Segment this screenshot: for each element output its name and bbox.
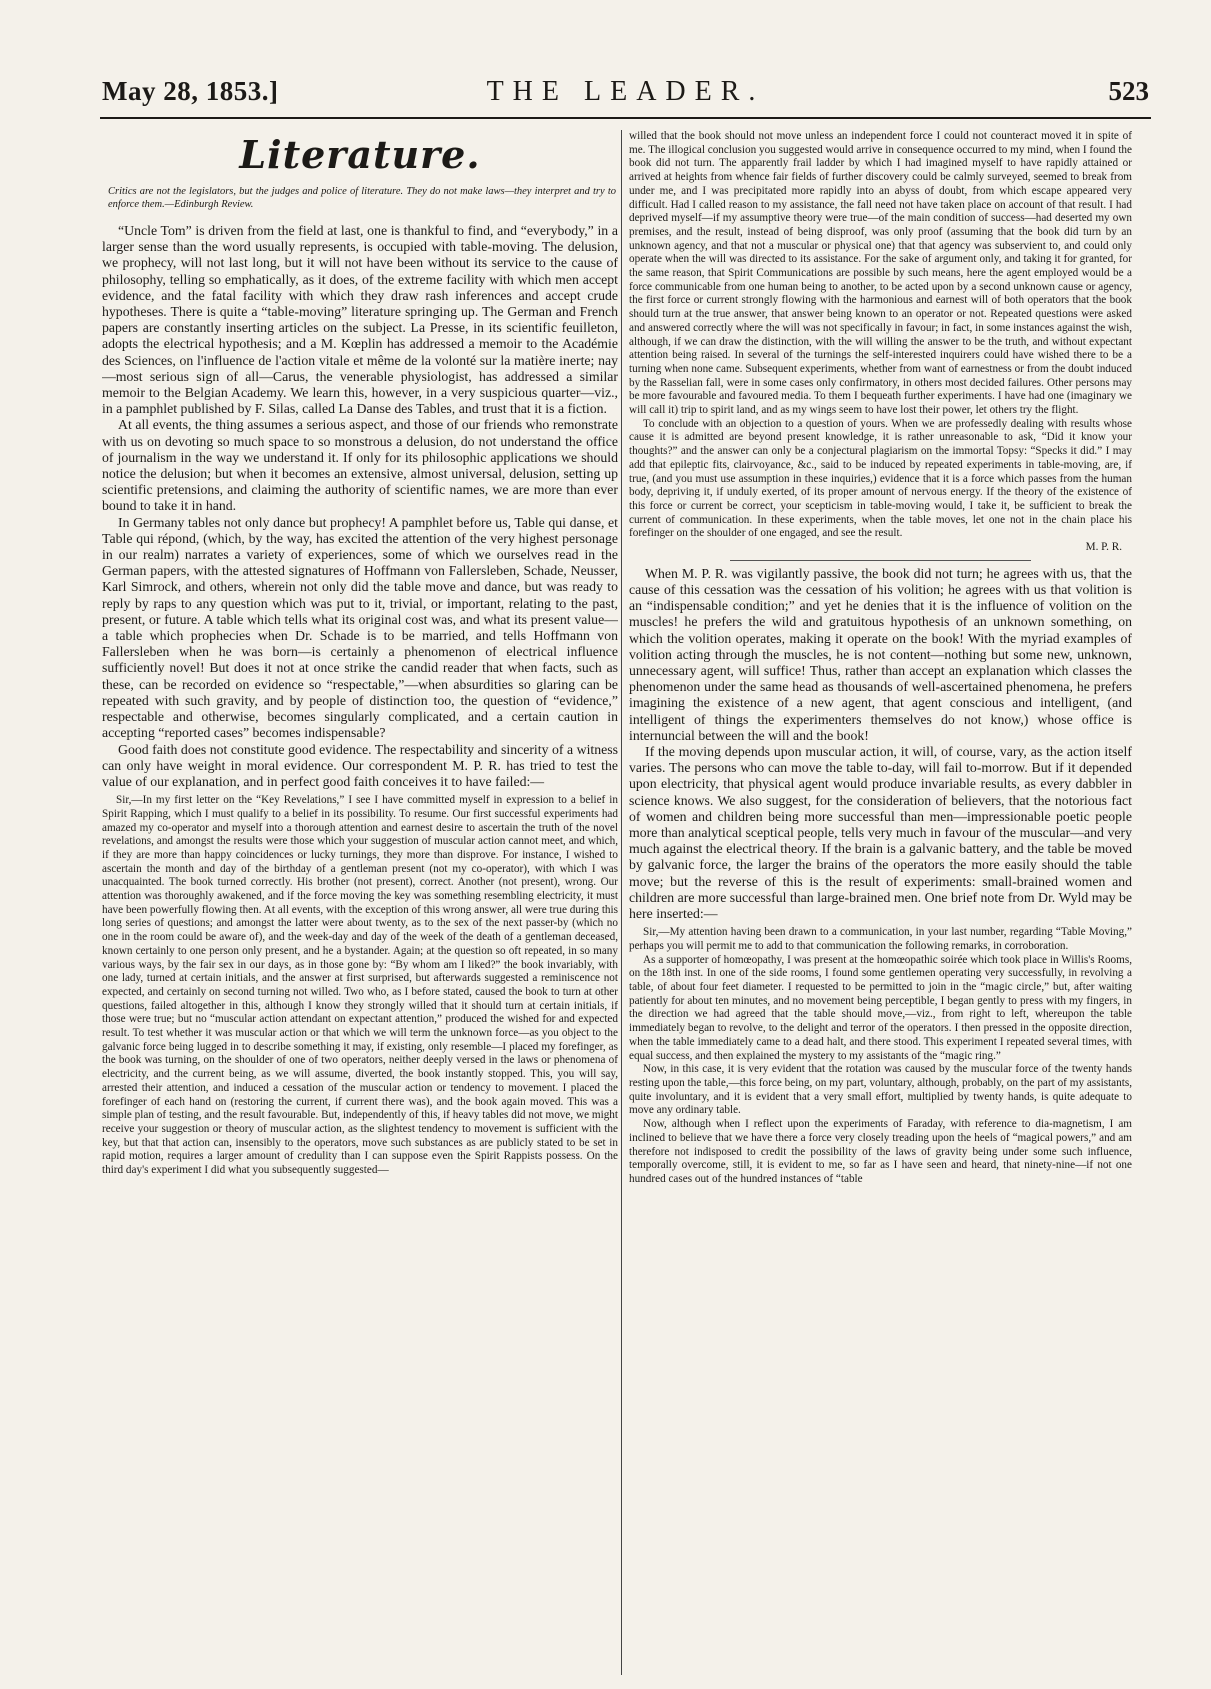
- left-column: [102, 130, 618, 1675]
- letter-paragraph: Sir,—My attention having been drawn to a communication, in your last number, regarding “Table Moving,” perhaps you will permit me to add to that communication the following remarks, in corroboration.: [629, 926, 1132, 952]
- separator: [730, 560, 1032, 561]
- letter-paragraph: To conclude with an objection to a question of yours. When we are professedly dealing with results whose cause it is admitted are beyond present knowledge, it is rather unreasonable to ask, “Did it know your thoughts?” and the answer can only be a conjectural plagiarism on the immortal Topsy: “Specks it did.” I may add that epileptic fits, clairvoyance, &c., said to be induced by repeated experiments in table-moving, are, if true, (and you must use assumption in these inquiries,) evidence that it is a force which passes from the human body, depriving it, if unduly exerted, of its proper amount of nervous energy. If the theory of the existence of this force or current be correct, your scepticism in table-moving would, I take it, be sufficient to break the current of communication. In these experiments, when the table moves, let one not in the chain place his forefinger on the shoulder of one engaged, and see the result.: [629, 417, 1132, 540]
- article-paragraph: “Uncle Tom” is driven from the field at last, one is thankful to find, and “everybody,” in a larger sense than the word usually represents, is occupied with table-moving. The delusion, we prophecy, will not last long, but it will not have been without its service to the cause of philosophy, telling so emphatically, as it does, of the extreme facility with which men accept evidence, and the fatal facility with which they draw rash inferences and accept crude hypotheses. There is quite a “table-moving” literature springing up. The German and French papers are constantly inserting articles on the subject. La Presse, in its scientific feuilleton, adopts the electrical hypothesis; and a M. Kœplin has addressed a memoir to the Académie des Sciences, on l'influence de l'action vitale et même de la volonté sur la matière inerte; nay—most serious sign of all—Carus, the venerable physiologist, has addressed a similar memoir to the Belgian Academy. We learn this, however, in a very suspicious quarter—viz., in a pamphlet published by F. Silas, called La Danse des Tables, and trust that it is a fiction.: [102, 223, 618, 417]
- letter-signature: M. P. R.: [1085, 541, 1122, 554]
- letter-paragraph: Now, in this case, it is very evident that the rotation was caused by the muscular force of the twenty hands resting upon the table,—this force being, on my part, voluntary, although, probably, on the part of my assistants, quite involuntary, and it is evident that a very small effort, multiplied by twenty hands, is quite adequate to move any ordinary table.: [629, 1063, 1132, 1117]
- article-paragraph: In Germany tables not only dance but prophecy! A pamphlet before us, Table qui danse, et Table qui répond, (which, by the way, has excited the attention of the very highest personage in our realm) narrates a variety of experiences, some of which we ourselves read in the German papers, with the attested signatures of Hoffmann von Fallersleben, Schade, Neusser, Karl Simrock, and others, wherein not only did the table move and dance, but was ready to reply by raps to any question which was put to it, trivial, or important, relating to the past, present, or future. A table which tells what its original cost was, and what its present value—a table which prophecies when Dr. Schade is to be married, and tells Hoffmann von Fallersleben when he was born—is certainly a phenomenon of electrical influence sufficiently novel! But does it not at once strike the candid reader that when facts, such as these, can be recorded on evidence so “respectable,”—when absurdities so glaring can be repeated with such gravity, and by people of distinction too, the question of “evidence,” respectable and otherwise, becomes singularly complicated, and a certain caution in accepting “reported cases” becomes indispensable?: [102, 514, 618, 741]
- header-rule: [100, 117, 1151, 119]
- publication-title: THE LEADER.: [486, 76, 765, 107]
- letter-paragraph: Sir,—In my first letter on the “Key Revelations,” I see I have committed myself in expression to a belief in Spirit Rapping, which I must qualify to a belief in its possibility. To resume. Our first successful experiments had amazed my co-operator and myself into a thorough attention and earnest desire to ascertain the truth of the novel revelations, and amongst the results were those which your suggestion of muscular action cannot meet, and which, if they are more than happy coincidences or lucky turnings, they more than disprove. For instance, I wished to ascertain the month and day of the birthday of a gentleman present (not my co-operator), with which I was unacquainted. The book turned correctly. His brother (not present), correct. Another (not present), wrong. Our attention was thoroughly awakened, and if the force moving the key was something resembling electricity, it must have been powerfully flowing then. At all events, with the exception of this wrong answer, all were true during this long series of questions; and amongst the latter were about twenty, as to the sex of the next passer-by (which no one in the room could be aware of), and the week-day and day of the week of the death of a gentleman deceased, known certainly to one person only present, and he a bystander. Again; at the question so oft repeated, in so many various ways, by the fair sex in our days, as in those gone by: “By whom am I liked?” the book invariably, with one lady, turned at certain initials, and the answer at first surprised, but afterwards suggested a reminiscence not expected, and certainly on second turning not willed. Two who, as I before stated, caused the book to turn at other questions, failed altogether in this, although I know they strongly willed that it should turn at certain initials, if those were true; but no “muscular action attendant on expectant attention,” produced the wished for and expected result. To test whether it was muscular action or that which we will term the unknown force—as you object to the galvanic force being lugged in to describe something it may, if existing, only resemble—I placed my forefinger, as the book was turning, on the shoulder of one of two operators, neither deeply versed in the laws or phenomena of electricity, and the current being, as we will assume, diverted, the book instantly stopped. This, you will say, arrested their attention, and induced a cessation of the muscular action or tendency to movement. I placed the forefinger of each hand on (restoring the current, if current there was), and the book again moved. This was a simple plan of testing, and the result favourable. But, independently of this, if heavy tables did not move, we might receive your suggestion or theory of muscular action, as the slightest tendency to movement is sufficient with the key, but that that action can, insensibly to the operators, move such substances as are publicly stated to be set in rapid motion, requires a larger amount of credulity than I can suppose even the Spirit Rappists possess. On the third day's experiment I did what you subsequently suggested—: [102, 794, 618, 1177]
- article-paragraph: Good faith does not constitute good evidence. The respectability and sincerity of a witness can only have weight in moral evidence. Our correspondent M. P. R. has tried to test the value of our explanation, and in perfect good faith conceives it to have failed:—: [102, 741, 618, 789]
- column-divider: [621, 130, 622, 1675]
- page-header: [102, 76, 1149, 112]
- issue-date: May 28, 1853.]: [102, 76, 279, 106]
- article-paragraph: When M. P. R. was vigilantly passive, the book did not turn; he agrees with us, that the cause of this cessation was the cessation of his volition; he agrees with us that volition is an “indispensable condition;” and yet he denies that it is the influence of volition on the muscles! he prefers the wild and gratuitous hypothesis of an unknown something, on which the volition operates, making it operate on the book! With the myriad examples of volition acting through the muscles, he is not content—nothing but some new, unknown, unnecessary agent, will suffice! Thus, rather than accept an explanation which classes the phenomenon under the same head as thousands of well-ascertained phenomena, he prefers imagining the existence of a new agent, that agent conscious and intelligent, (and intelligent of things the experimenters themselves do not know,) whose office is internuncial between the will and the book!: [629, 565, 1132, 743]
- letter-paragraph: Now, although when I reflect upon the experiments of Faraday, with reference to dia-magnetism, I am inclined to believe that we have there a force very closely treading upon the heels of “magical powers,” and am therefore not indisposed to credit the possibility of the laws of gravity being under some such influence, temporally overcome, still, it is evident to me, so far as I have seen and heard, that ninety-nine—if not one hundred cases out of the hundred instances of “table: [629, 1118, 1132, 1185]
- epigraph: Critics are not the legislators, but the judges and police of literature. They do not make laws—they interpret and try to enforce them.—Edinburgh Review.: [108, 186, 616, 210]
- letter-paragraph: As a supporter of homœopathy, I was present at the homœopathic soirée which took place in Willis's Rooms, on the 18th inst. In one of the side rooms, I found some gentlemen operating very successfully, in revolving a table, of about four feet diameter. I requested to be permitted to join in the “magic circle,” but, after waiting patiently for about ten minutes, and no movement being perceptible, I began gently to press with my fingers, in the direction we had agreed that the table should move,—viz., from right to left, whereupon the table immediately began to revolve, to the delight and terror of the operators. I then pressed in the opposite direction, when the table immediately came to a dead halt, and there stood. This experiment I repeated several times, with equal success, and then explained the mystery to my assistants of the “magic ring.”: [629, 953, 1132, 1062]
- page-number: 523: [1108, 76, 1149, 106]
- right-column: [629, 130, 1132, 1675]
- section-title: Literature.: [239, 132, 481, 177]
- article-paragraph: If the moving depends upon muscular action, it will, of course, vary, as the action itself varies. The persons who can move the table to-day, will fail to-morrow. But if it depended upon electricity, that physical agent would produce invariable results, as every dabbler in science knows. We also suggest, for the consideration of believers, that the notorious fact of women and children being more successful than men—impressionable poetic people more than analytical sceptical people, tells very much in favour of the muscular—and very much against the electrical theory. If the brain is a galvanic battery, and the table be moved by galvanic force, the larger the brains of the operators the more easily should the table move; but the reverse of this is the result of experiments: small-brained women and children are more successful than large-brained men. One brief note from Dr. Wyld may be here inserted:—: [629, 744, 1132, 922]
- letter-paragraph: willed that the book should not move unless an independent force I could not counteract moved it in spite of me. The illogical conclusion you suggested would arrive in consequence occurred to my mind, when I found the book did not turn. The apparently frail ladder by which I had imagined myself to have rapidly attained or arrived at heights from whence fair fields of further discovery could be calmly surveyed, seemed to break from under me, and I was precipitated more rapidly into an abyss of doubt, from which escape appeared very difficult. Had I called reason to my assistance, the fall need not have taken place on account of that result. I had deprived myself—if my assumptive theory were true—of the main condition of success—had deserted my own premises, and the result, instead of being disproof, was only proof (assuming that the book did turn by an unknown agency, and that not a muscular or physical one) that that agency was subservient to, and could only operate when the will was directed to its assistance. For the sake of argument only, and taking it for granted, for the same reason, that Spirit Communications are possible by such means, here the agent employed would be a force communicable from one human being to another, to be acted upon by a second unknown cause or agency, the first force or current strongly flowing with the harmonious and earnest will of both operators that the book should turn at the true answer, that answer being known to an operator or not. Repeated questions were asked and answered correctly where the will was not specifically in favour; in fact, in some instances against the wish, although, if we can draw the distinction, with the will willing the answer to be the truth, and without expectant attention being raised. In several of the turnings the self-interested inquirers could have wished there to be a turning when none came. Subsequent experiments, whether from want of earnestness or from the doubt induced by the Rasselian fall, were in some cases only confirmatory, in others most decided failures. Other persons may be more favourable and favoured media. To them I bequeath further experiments. I have had one (imaginary we will call it) trip to spirit land, and as my wings seem to have lost their power, let others try the flight.: [629, 130, 1132, 417]
- article-paragraph: At all events, the thing assumes a serious aspect, and those of our friends who remonstrate with us on devoting so much space to so monstrous a delusion, do not understand the office of journalism in the way we understand it. If only for its philosophic applications we should notice the delusion; but when it becomes an extensive, almost universal, delusion, setting up scientific pretensions, and claiming the authority of scientific names, we are more than ever bound to take it in hand.: [102, 417, 618, 514]
